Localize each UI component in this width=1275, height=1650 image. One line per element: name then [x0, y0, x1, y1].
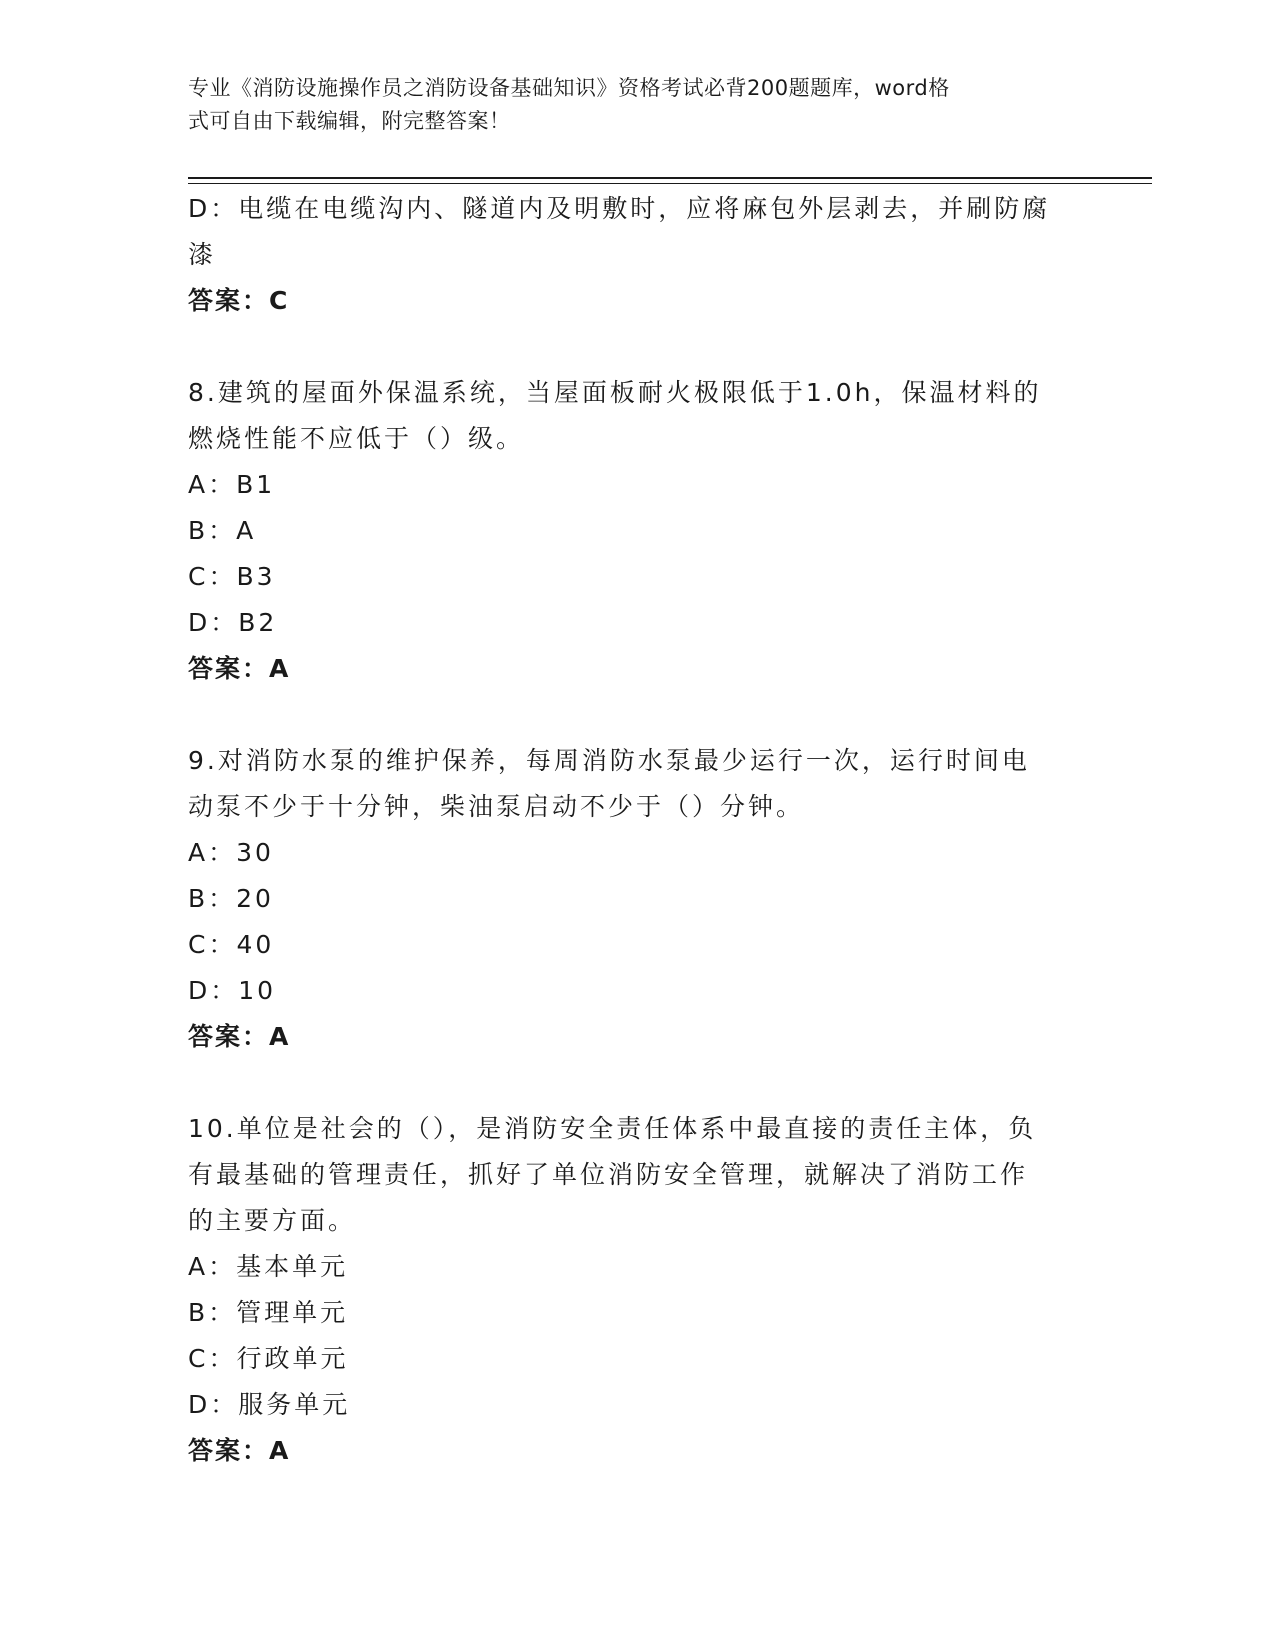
question-8	[188, 370, 1088, 692]
spacer	[188, 692, 1088, 738]
spacer	[188, 1060, 1088, 1106]
header-line-1: 专业《消防设施操作员之消防设备基础知识》资格考试必背200题题库，word格	[188, 76, 950, 100]
option-a: A：B1	[188, 470, 276, 499]
answer-line: 答案：C	[188, 286, 290, 315]
option-c: C：B3	[188, 562, 276, 591]
header-divider-thin	[188, 183, 1152, 184]
header-divider-thick	[188, 177, 1152, 179]
option-d: D：电缆在电缆沟内、隧道内及明敷时，应将麻包外层剥去，并刷防腐	[188, 194, 1051, 223]
document-header	[188, 72, 1068, 138]
question-stem-line: 8.建筑的屋面外保温系统，当屋面板耐火极限低于1.0h，保温材料的	[188, 378, 1042, 407]
question-stem-line: 9.对消防水泵的维护保养，每周消防水泵最少运行一次，运行时间电	[188, 746, 1030, 775]
spacer	[188, 324, 1088, 370]
question-stem-line: 有最基础的管理责任，抓好了单位消防安全管理，就解决了消防工作	[188, 1160, 1029, 1189]
option-d: D：10	[188, 976, 277, 1005]
option-b: B：20	[188, 884, 274, 913]
answer-line: 答案：A	[188, 1436, 291, 1465]
option-c: C：行政单元	[188, 1344, 349, 1373]
option-d-continued: 漆	[188, 240, 217, 269]
question-10	[188, 1106, 1088, 1474]
question-9	[188, 738, 1088, 1060]
answer-line: 答案：A	[188, 654, 291, 683]
answer-line: 答案：A	[188, 1022, 291, 1051]
option-b: B：管理单元	[188, 1298, 349, 1327]
option-a: A：30	[188, 838, 274, 867]
header-line-2: 式可自由下载编辑，附完整答案！	[188, 109, 511, 133]
question-stem-line: 动泵不少于十分钟，柴油泵启动不少于（）分钟。	[188, 792, 805, 821]
question-stem-line: 燃烧性能不应低于（）级。	[188, 424, 525, 453]
question-list	[188, 186, 1088, 1474]
option-b: B：A	[188, 516, 257, 545]
question-stem-line: 的主要方面。	[188, 1206, 357, 1235]
option-d: D：服务单元	[188, 1390, 351, 1419]
option-d: D：B2	[188, 608, 278, 637]
option-c: C：40	[188, 930, 275, 959]
option-a: A：基本单元	[188, 1252, 349, 1281]
question-stem-line: 10.单位是社会的（），是消防安全责任体系中最直接的责任主体，负	[188, 1114, 1037, 1143]
previous-question-tail	[188, 186, 1088, 324]
